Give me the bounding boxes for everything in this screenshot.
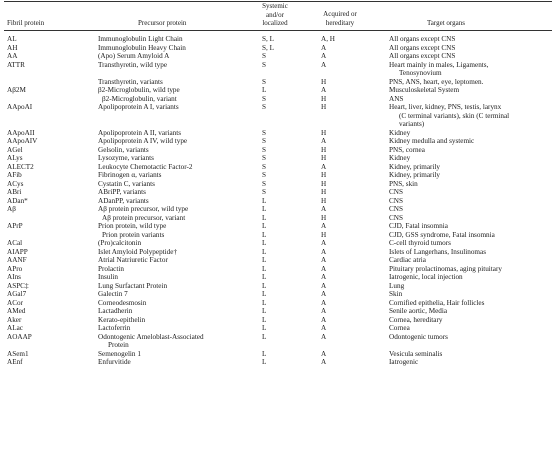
target-organs-cell: Musculoskeletal System <box>389 86 460 94</box>
target-organs-cell: Iatrogenic <box>389 358 419 366</box>
precursor-protein-cell: Lactoferrin <box>98 324 131 332</box>
localized-cell: S <box>262 145 266 154</box>
acquired-cell: H <box>321 179 327 188</box>
fibril-protein-cell: ALECT2 <box>7 162 34 171</box>
acquired-cell: A <box>321 43 327 52</box>
target-organs-cell: Heart, liver, kidney, PNS, testis, larynx <box>389 103 502 111</box>
fibril-protein-cell: Aker <box>7 315 22 324</box>
acquired-cell: A <box>321 315 327 324</box>
acquired-cell: A <box>321 349 327 358</box>
acquired-cell: A <box>321 52 327 60</box>
precursor-protein-cell: β2-Microglobulin, wild type <box>98 86 180 94</box>
acquired-cell: A <box>321 307 327 315</box>
precursor-protein-cell: Lactadherin <box>98 307 133 315</box>
fibril-protein-cell: AH <box>7 43 18 52</box>
acquired-cell: A <box>321 256 327 264</box>
target-organs-cell: PNS, ANS, heart, eye, leptomen. <box>389 77 484 86</box>
fibril-protein-cell: APrP <box>7 222 23 230</box>
target-organs-cell: Iatrogenic, local injection <box>389 273 463 281</box>
localized-cell: S <box>262 128 266 137</box>
target-organs-cell: Kidney medulla and systemic <box>389 137 475 145</box>
precursor-protein-cell: Apolipoprotein A IV, wild type <box>98 137 188 145</box>
precursor-protein-cell: Lysozyme, variants <box>98 154 154 162</box>
target-organs-cell: Cornea <box>389 324 410 332</box>
target-organs-cell: CJD, GSS syndrome, Fatal insomnia <box>389 230 495 239</box>
precursor-protein-cell: Protein <box>108 341 129 349</box>
localized-cell: L <box>262 196 267 205</box>
header-acquired-line-2: hereditary <box>325 18 355 27</box>
target-organs-cell: Cardiac atria <box>389 256 426 264</box>
localized-cell: L <box>262 205 267 213</box>
precursor-protein-cell: Immunoglobulin Light Chain <box>98 35 183 43</box>
precursor-protein-cell: Islet Amyloid Polypeptide† <box>98 247 178 256</box>
fibril-protein-cell: ALac <box>7 324 23 332</box>
target-organs-cell: Pituitary prolactinomas, aging pituitary <box>389 264 502 273</box>
acquired-cell: A <box>321 137 327 145</box>
target-organs-cell: All organs except CNS <box>389 52 456 60</box>
fibril-protein-cell: AMed <box>7 307 26 315</box>
target-organs-cell: Tenosynovium <box>399 69 442 77</box>
fibril-protein-cell: AL <box>7 35 17 43</box>
precursor-protein-cell: Apolipoprotein A I, variants <box>98 103 179 111</box>
precursor-protein-cell: Gelsolin, variants <box>98 145 149 154</box>
precursor-protein-cell: Atrial Natriuretic Factor <box>98 256 168 264</box>
localized-cell: L <box>262 324 267 332</box>
precursor-protein-cell: Prolactin <box>98 264 124 273</box>
acquired-cell: A, H <box>321 35 335 43</box>
precursor-protein-cell: (Pro)calcitonin <box>98 239 142 247</box>
target-organs-cell: Kidney <box>389 128 411 137</box>
acquired-cell: A <box>321 86 327 94</box>
acquired-cell: A <box>321 162 327 171</box>
target-organs-cell: variants) <box>399 120 425 128</box>
fibril-protein-cell: Aβ2M <box>7 86 26 94</box>
localized-cell: S, L <box>262 35 274 43</box>
localized-cell: L <box>262 86 267 94</box>
target-organs-cell: Cornified epithelia, Hair follicles <box>389 298 485 307</box>
acquired-cell: A <box>321 239 327 247</box>
header-localized-line-3: localized <box>262 19 288 28</box>
acquired-cell: H <box>321 145 327 154</box>
header-precursor-protein: Precursor protein <box>138 19 187 27</box>
precursor-protein-cell: Cystatin C, variants <box>98 179 155 188</box>
target-organs-cell: PNS, skin <box>389 179 418 188</box>
header-localized-line-2: and/or <box>266 10 284 19</box>
acquired-cell: H <box>321 196 327 205</box>
localized-cell: S <box>262 162 266 171</box>
target-organs-cell: CNS <box>389 205 403 213</box>
target-organs-cell: CNS <box>389 188 403 196</box>
acquired-cell: A <box>321 281 327 290</box>
header-target-organs: Target organs <box>427 19 465 27</box>
localized-cell: S <box>262 137 266 145</box>
acquired-cell: H <box>321 188 327 196</box>
target-organs-cell: Senile aortic, Media <box>389 307 448 315</box>
localized-cell: S <box>262 103 266 111</box>
precursor-protein-cell: Enfurvitide <box>98 358 131 366</box>
target-organs-cell: Skin <box>389 290 403 298</box>
precursor-protein-cell: Transthyretin, wild type <box>98 60 168 69</box>
acquired-cell: A <box>321 205 327 213</box>
fibril-protein-cell: ABri <box>7 188 22 196</box>
acquired-cell: A <box>321 358 327 366</box>
precursor-protein-cell: Kerato-epithelin <box>98 315 146 324</box>
acquired-cell: A <box>321 273 327 281</box>
localized-cell: S, L <box>262 43 274 52</box>
precursor-protein-cell: Insulin <box>98 273 118 281</box>
target-organs-cell: ANS <box>389 94 404 103</box>
acquired-cell: A <box>321 264 327 273</box>
localized-cell: L <box>262 222 267 230</box>
precursor-protein-cell: Odontogenic Ameloblast-Associated <box>98 332 204 341</box>
target-organs-cell: Odontogenic tumors <box>389 332 448 341</box>
target-organs-cell: C-cell thyroid tumors <box>389 239 451 247</box>
localized-cell: L <box>262 264 267 273</box>
fibril-protein-cell: AApoAII <box>7 128 35 137</box>
localized-cell: L <box>262 230 267 239</box>
target-organs-cell: PNS, cornea <box>389 145 425 154</box>
localized-cell: L <box>262 281 267 290</box>
localized-cell: L <box>262 307 267 315</box>
fibril-protein-cell: APro <box>7 264 23 273</box>
acquired-cell: H <box>321 128 327 137</box>
fibril-protein-cell: AGal7 <box>7 290 27 298</box>
target-organs-cell: CNS <box>389 196 403 205</box>
localized-cell: S <box>262 94 266 103</box>
fibril-protein-cell: AFib <box>7 171 22 179</box>
localized-cell: L <box>262 239 267 247</box>
precursor-protein-cell: Semenogelin 1 <box>98 349 141 358</box>
acquired-cell: A <box>321 324 327 332</box>
target-organs-cell: Kidney, primarily <box>389 162 441 171</box>
precursor-protein-cell: Apolipoprotein A II, variants <box>98 128 182 137</box>
localized-cell: S <box>262 171 266 179</box>
fibril-protein-cell: ASem1 <box>7 349 29 358</box>
localized-cell: S <box>262 154 266 162</box>
acquired-cell: H <box>321 171 327 179</box>
acquired-cell: A <box>321 247 327 256</box>
localized-cell: L <box>262 247 267 256</box>
fibril-protein-cell: AApoAI <box>7 103 33 111</box>
target-organs-cell: All organs except CNS <box>389 43 456 52</box>
fibril-protein-cell: AGel <box>7 145 23 154</box>
precursor-protein-cell: Leukocyte Chemotactic Factor-2 <box>98 162 193 171</box>
precursor-protein-cell: Aβ protein precursor, wild type <box>98 205 189 213</box>
acquired-cell: A <box>321 60 327 69</box>
fibril-protein-cell: AANF <box>7 256 27 264</box>
header-localized-line-1: Systemic <box>262 2 288 10</box>
fibril-protein-cell: ADan* <box>7 196 28 205</box>
fibril-protein-cell: ATTR <box>7 60 25 69</box>
precursor-protein-cell: Fibrinogen α, variants <box>98 171 162 179</box>
precursor-protein-cell: Aβ protein precursor, variant <box>102 213 186 222</box>
target-organs-cell: Vesicula seminalis <box>389 349 443 358</box>
target-organs-cell: CNS <box>389 213 403 222</box>
fibril-protein-cell: AIAPP <box>7 247 28 256</box>
fibril-protein-cell: ASPC‡ <box>7 281 29 290</box>
acquired-cell: H <box>321 230 327 239</box>
localized-cell: L <box>262 290 267 298</box>
acquired-cell: H <box>321 103 327 111</box>
precursor-protein-cell: (Apo) Serum Amyloid A <box>98 52 170 60</box>
precursor-protein-cell: Transthyretin, variants <box>98 77 163 86</box>
fibril-protein-cell: AA <box>7 52 18 60</box>
precursor-protein-cell: Galectin 7 <box>98 290 128 298</box>
acquired-cell: H <box>321 154 327 162</box>
localized-cell: L <box>262 273 267 281</box>
header-bottom-rule <box>4 30 552 31</box>
localized-cell: S <box>262 188 266 196</box>
header-acquired <box>318 10 362 27</box>
localized-cell: L <box>262 256 267 264</box>
fibril-protein-cell: ACys <box>7 179 24 188</box>
precursor-protein-cell: Prion protein, wild type <box>98 222 167 230</box>
target-organs-cell: Lung <box>389 281 405 290</box>
acquired-cell: H <box>321 213 327 222</box>
target-organs-cell: Heart mainly in males, Ligaments, <box>389 60 489 69</box>
fibril-protein-cell: ACor <box>7 298 23 307</box>
fibril-protein-cell: ACal <box>7 239 23 247</box>
precursor-protein-cell: Corneodesmosin <box>98 298 147 307</box>
precursor-protein-cell: ADanPP, variants <box>98 196 149 205</box>
localized-cell: L <box>262 298 267 307</box>
localized-cell: S <box>262 60 266 69</box>
fibril-protein-cell: Aβ <box>7 205 16 213</box>
header-top-rule <box>4 1 552 2</box>
header-acquired-line-1: Acquired or <box>323 10 357 18</box>
localized-cell: S <box>262 52 266 60</box>
acquired-cell: A <box>321 332 327 341</box>
precursor-protein-cell: Immunoglobulin Heavy Chain <box>98 43 186 52</box>
header-localized <box>258 2 292 28</box>
target-organs-cell: (C terminal variants), skin (C terminal <box>399 111 510 120</box>
target-organs-cell: Islets of Langerhans, Insulinomas <box>389 247 487 256</box>
localized-cell: S <box>262 77 266 86</box>
target-organs-cell: All organs except CNS <box>389 35 456 43</box>
localized-cell: S <box>262 179 266 188</box>
localized-cell: L <box>262 213 267 222</box>
target-organs-cell: Cornea, hereditary <box>389 315 443 324</box>
fibril-protein-cell: AIns <box>7 273 21 281</box>
precursor-protein-cell: β2-Microglobulin, variant <box>102 94 177 103</box>
localized-cell: L <box>262 332 267 341</box>
precursor-protein-cell: Lung Surfactant Protein <box>98 281 168 290</box>
fibril-protein-cell: AOAAP <box>7 332 32 341</box>
precursor-protein-cell: ABriPP, variants <box>98 188 146 196</box>
acquired-cell: H <box>321 94 327 103</box>
acquired-cell: A <box>321 290 327 298</box>
fibril-protein-cell: AEnf <box>7 358 23 366</box>
acquired-cell: A <box>321 298 327 307</box>
target-organs-cell: CJD, Fatal insomnia <box>389 222 448 230</box>
acquired-cell: H <box>321 77 327 86</box>
localized-cell: L <box>262 315 267 324</box>
acquired-cell: A <box>321 222 327 230</box>
precursor-protein-cell: Prion protein variants <box>102 230 165 239</box>
target-organs-cell: Kidney, primarily <box>389 171 441 179</box>
fibril-protein-cell: ALys <box>7 154 23 162</box>
fibril-protein-cell: AApoAIV <box>7 137 38 145</box>
localized-cell: L <box>262 358 267 366</box>
localized-cell: L <box>262 349 267 358</box>
target-organs-cell: Kidney <box>389 154 411 162</box>
header-fibril-protein: Fibril protein <box>7 19 45 27</box>
